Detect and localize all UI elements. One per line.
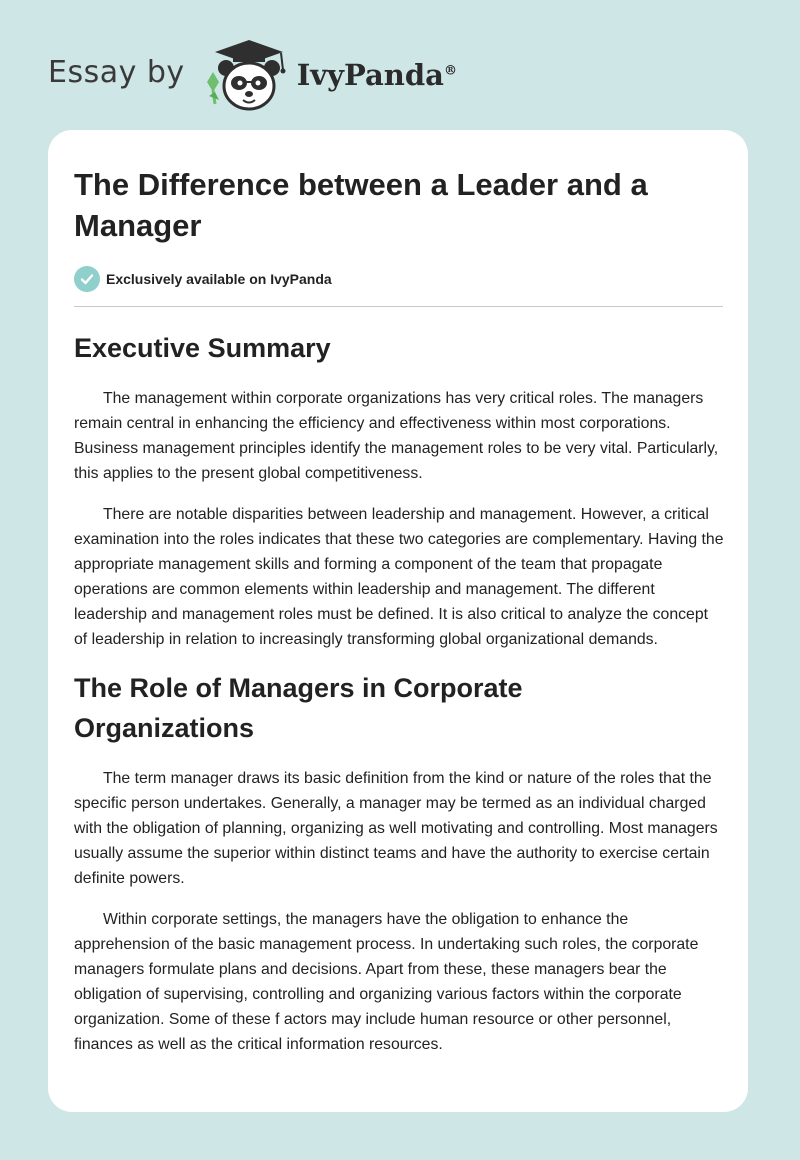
exclusive-badge <box>74 266 722 292</box>
ivypanda-brand[interactable]: IvyPanda® <box>296 58 457 92</box>
panda-graduate-logo-icon[interactable] <box>199 38 291 114</box>
section-heading-role-of-managers: The Role of Managers in Corporate Organizations <box>74 673 523 743</box>
paragraph: The management within corporate organizations has very critical roles. The managers remain central in enhancing the efficiency and effectiveness within most corporations. Business management principles identify the management roles to be very vital. Particularly, this applies to the present global competitiveness. <box>74 390 719 482</box>
title-divider <box>74 306 723 307</box>
exclusive-badge-text: Exclusively available on IvyPanda <box>106 271 332 287</box>
essay-card <box>48 130 748 1112</box>
paragraph: There are notable disparities between leadership and management. However, a critical examination into the roles indicates that these two categories are complementary. Having the appropriate management skills and forming a component of the team that propagate operations are common elements within leadership and management. The different leadership and management roles must be defined. It is also critical to analyze the concept of leadership in relation to increasingly transforming global organizational demands. <box>74 506 724 648</box>
check-circle-icon <box>74 266 100 292</box>
registered-mark: ® <box>443 63 457 79</box>
essay-by-label: Essay by <box>48 54 185 90</box>
site-header <box>48 36 508 116</box>
section-heading-executive-summary: Executive Summary <box>74 333 331 363</box>
paragraph: Within corporate settings, the managers have the obligation to enhance the apprehension of the basic management process. In undertaking such roles, the corporate managers formulate plans and decisions. Apart from these, these managers bear the obligation of supervising, controlling and organizing various factors within the corporate organization. Some of these f actors may include human resource or other personnel, finances as well as the critical information resources. <box>74 911 699 1053</box>
paragraph: The term manager draws its basic definition from the kind or nature of the roles that the specific person undertakes. Generally, a manager may be termed as an individual charged with the obligation of planning, organizing as well motivating and controlling. Most managers usually assume the superior within distinct teams and have the authority to exercise certain definite powers. <box>74 770 718 887</box>
essay-title: The Difference between a Leader and a Manager <box>74 167 648 243</box>
